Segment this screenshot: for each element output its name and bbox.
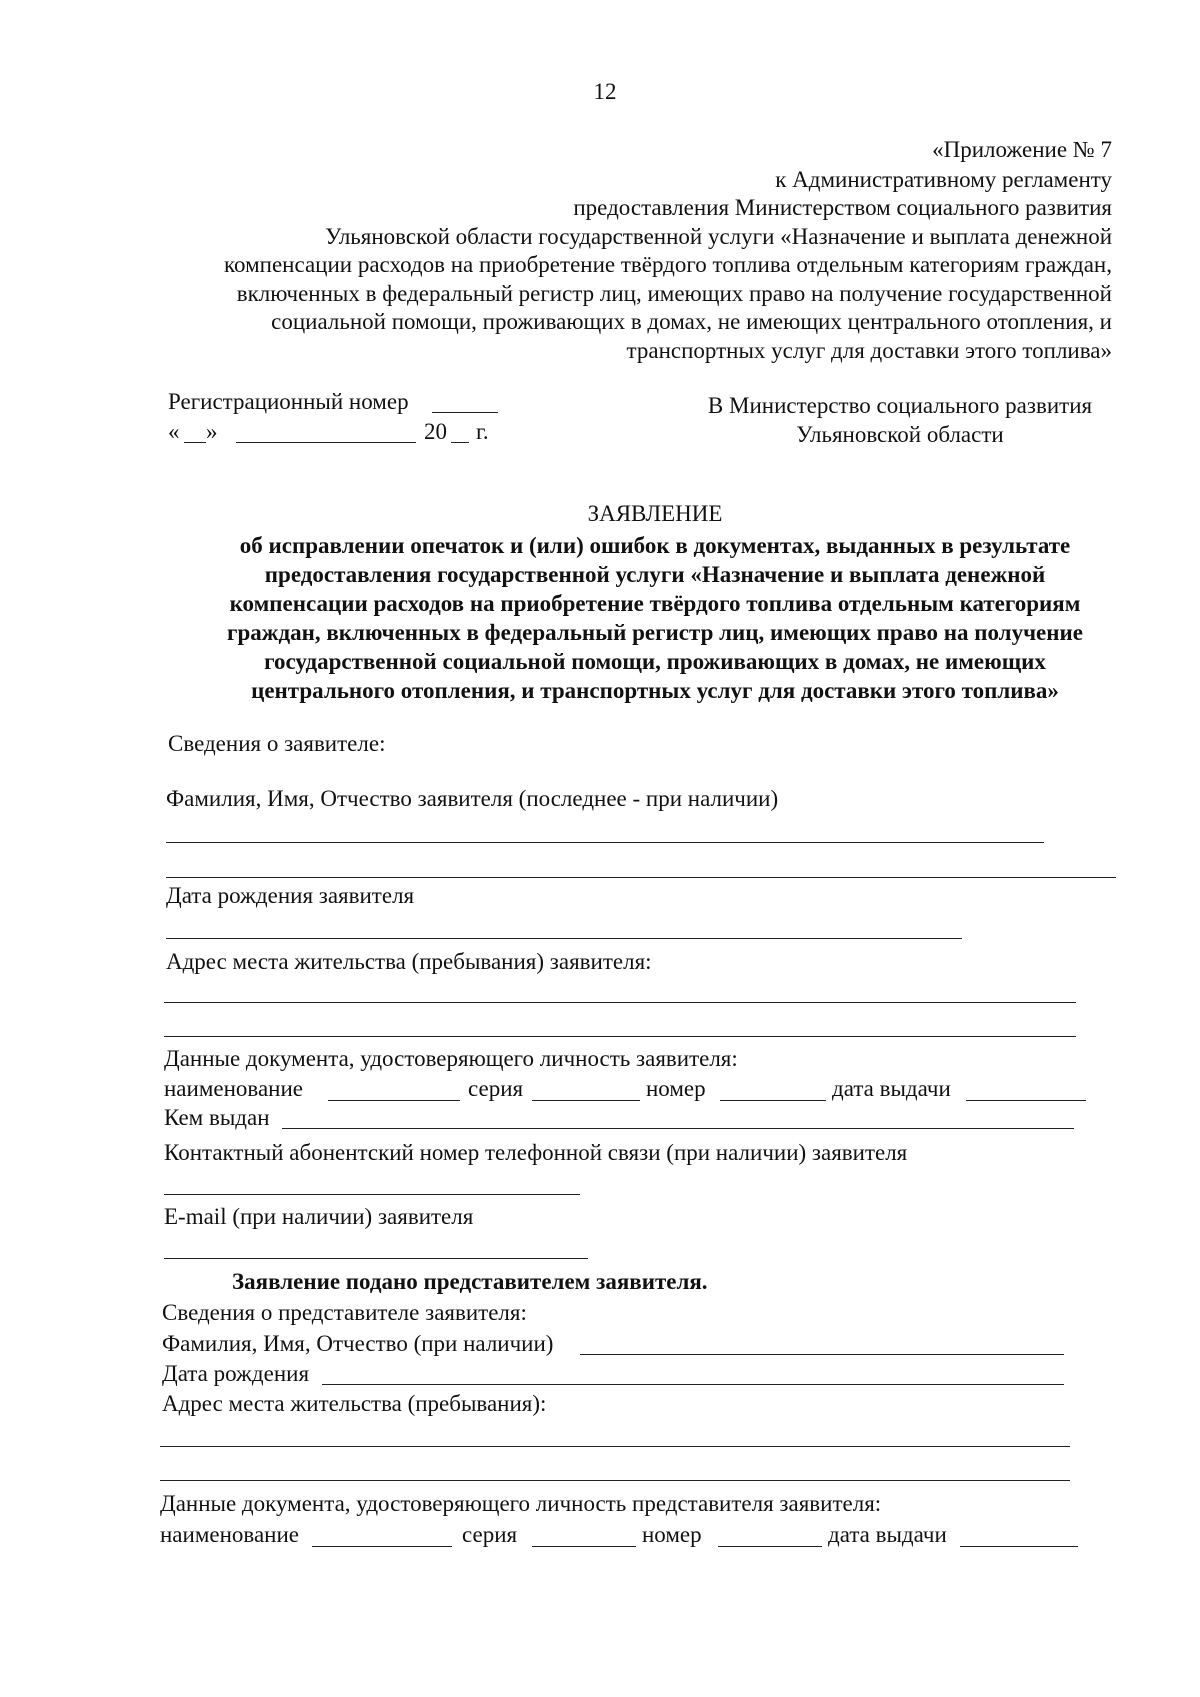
- representative-doc-label: Данные документа, удостоверяющего личность представителя заявителя:: [160, 1491, 882, 1516]
- registration-number-field[interactable]: [432, 412, 498, 413]
- representative-birth-field[interactable]: [322, 1384, 1064, 1385]
- applicant-fio-field-2[interactable]: [166, 877, 1116, 878]
- representative-doc-series-label: серия: [462, 1522, 518, 1547]
- applicant-email-field[interactable]: [164, 1258, 588, 1259]
- applicant-birth-label: Дата рождения заявителя: [166, 883, 415, 908]
- representative-doc-series-field[interactable]: [532, 1546, 636, 1547]
- applicant-doc-date-field[interactable]: [966, 1100, 1086, 1101]
- representative-section-label: Сведения о представителе заявителя:: [162, 1300, 527, 1325]
- statement-subject-line: центрального отопления, и транспортных услуг для доставки этого топлива»: [251, 678, 1059, 703]
- applicant-phone-label: Контактный абонентский номер телефонной связи (при наличии) заявителя: [164, 1140, 908, 1165]
- appendix-line: предоставления Министерством социального развития: [573, 195, 1112, 220]
- appendix-line: Ульяновской области государственной услуги «Назначение и выплата денежной: [325, 224, 1112, 249]
- appendix-line: социальной помощи, проживающих в домах, не имеющих центрального отопления, и: [271, 309, 1112, 334]
- appendix-line: транспортных услуг для доставки этого топлива»: [626, 338, 1112, 363]
- registration-year-prefix: 20: [424, 419, 447, 444]
- representative-doc-number-label: номер: [642, 1522, 702, 1547]
- registration-label: Регистрационный номер: [168, 389, 409, 414]
- page-number: 12: [593, 79, 617, 104]
- representative-heading: Заявление подано представителем заявителя.: [232, 1269, 708, 1294]
- statement-subject-line: предоставления государственной услуги «Назначение и выплата денежной: [264, 562, 1046, 587]
- representative-doc-date-field[interactable]: [960, 1546, 1078, 1547]
- applicant-issued-by-label: Кем выдан: [164, 1105, 270, 1130]
- representative-doc-name-label: наименование: [160, 1522, 299, 1547]
- registration-day-field[interactable]: [184, 442, 206, 443]
- applicant-phone-field[interactable]: [164, 1194, 580, 1195]
- statement-subject-line: граждан, включенных в федеральный регистр лиц, имеющих право на получение: [227, 620, 1083, 645]
- addressee-line: Ульяновской области: [796, 422, 1004, 447]
- statement-subject-line: государственной социальной помощи, проживающих в домах, не имеющих: [264, 649, 1046, 674]
- representative-fio-field[interactable]: [580, 1354, 1064, 1355]
- applicant-address-label: Адрес места жительства (пребывания) заявителя:: [166, 949, 652, 974]
- registration-date-open: «: [168, 419, 180, 444]
- applicant-doc-label: Данные документа, удостоверяющего личность заявителя:: [164, 1046, 738, 1071]
- applicant-fio-label: Фамилия, Имя, Отчество заявителя (последнее - при наличии): [166, 786, 779, 811]
- appendix-line: включенных в федеральный регистр лиц, имеющих право на получение государственной: [236, 281, 1112, 306]
- applicant-doc-name-field[interactable]: [328, 1100, 460, 1101]
- registration-date-close: »: [206, 419, 218, 444]
- statement-subject-line: компенсации расходов на приобретение твёрдого топлива отдельным категориям: [229, 591, 1081, 616]
- applicant-address-field[interactable]: [164, 1002, 1076, 1003]
- applicant-email-label: E-mail (при наличии) заявителя: [164, 1204, 474, 1229]
- registration-month-field[interactable]: [236, 442, 416, 443]
- applicant-section-label: Сведения о заявителе:: [168, 731, 386, 756]
- statement-heading: ЗАЯВЛЕНИЕ: [587, 501, 723, 526]
- registration-year-suffix: г.: [476, 419, 489, 444]
- representative-doc-date-label: дата выдачи: [828, 1522, 947, 1547]
- representative-doc-number-field[interactable]: [718, 1546, 822, 1547]
- appendix-line: компенсации расходов на приобретение твёрдого топлива отдельным категориям граждан,: [224, 252, 1112, 277]
- representative-birth-label: Дата рождения: [162, 1361, 310, 1386]
- registration-year-field[interactable]: [451, 442, 469, 443]
- applicant-fio-field[interactable]: [166, 842, 1044, 843]
- representative-fio-label: Фамилия, Имя, Отчество (при наличии): [162, 1331, 554, 1356]
- applicant-doc-number-field[interactable]: [720, 1100, 826, 1101]
- applicant-address-field-2[interactable]: [164, 1036, 1076, 1037]
- applicant-doc-number-label: номер: [646, 1076, 706, 1101]
- representative-doc-name-field[interactable]: [312, 1546, 452, 1547]
- applicant-doc-name-label: наименование: [164, 1076, 303, 1101]
- applicant-issued-by-field[interactable]: [282, 1128, 1074, 1129]
- appendix-line: «Приложение № 7: [932, 137, 1112, 162]
- applicant-doc-series-field[interactable]: [532, 1100, 640, 1101]
- representative-address-field[interactable]: [160, 1446, 1070, 1447]
- representative-address-field-2[interactable]: [160, 1480, 1070, 1481]
- addressee-line: В Министерство социального развития: [707, 393, 1093, 418]
- applicant-birth-field[interactable]: [166, 938, 962, 939]
- statement-subject-line: об исправлении опечаток и (или) ошибок в документах, выданных в результате: [239, 533, 1071, 558]
- applicant-doc-date-label: дата выдачи: [832, 1076, 951, 1101]
- applicant-doc-series-label: серия: [468, 1076, 524, 1101]
- appendix-line: к Административному регламенту: [775, 167, 1112, 192]
- representative-address-label: Адрес места жительства (пребывания):: [162, 1391, 547, 1416]
